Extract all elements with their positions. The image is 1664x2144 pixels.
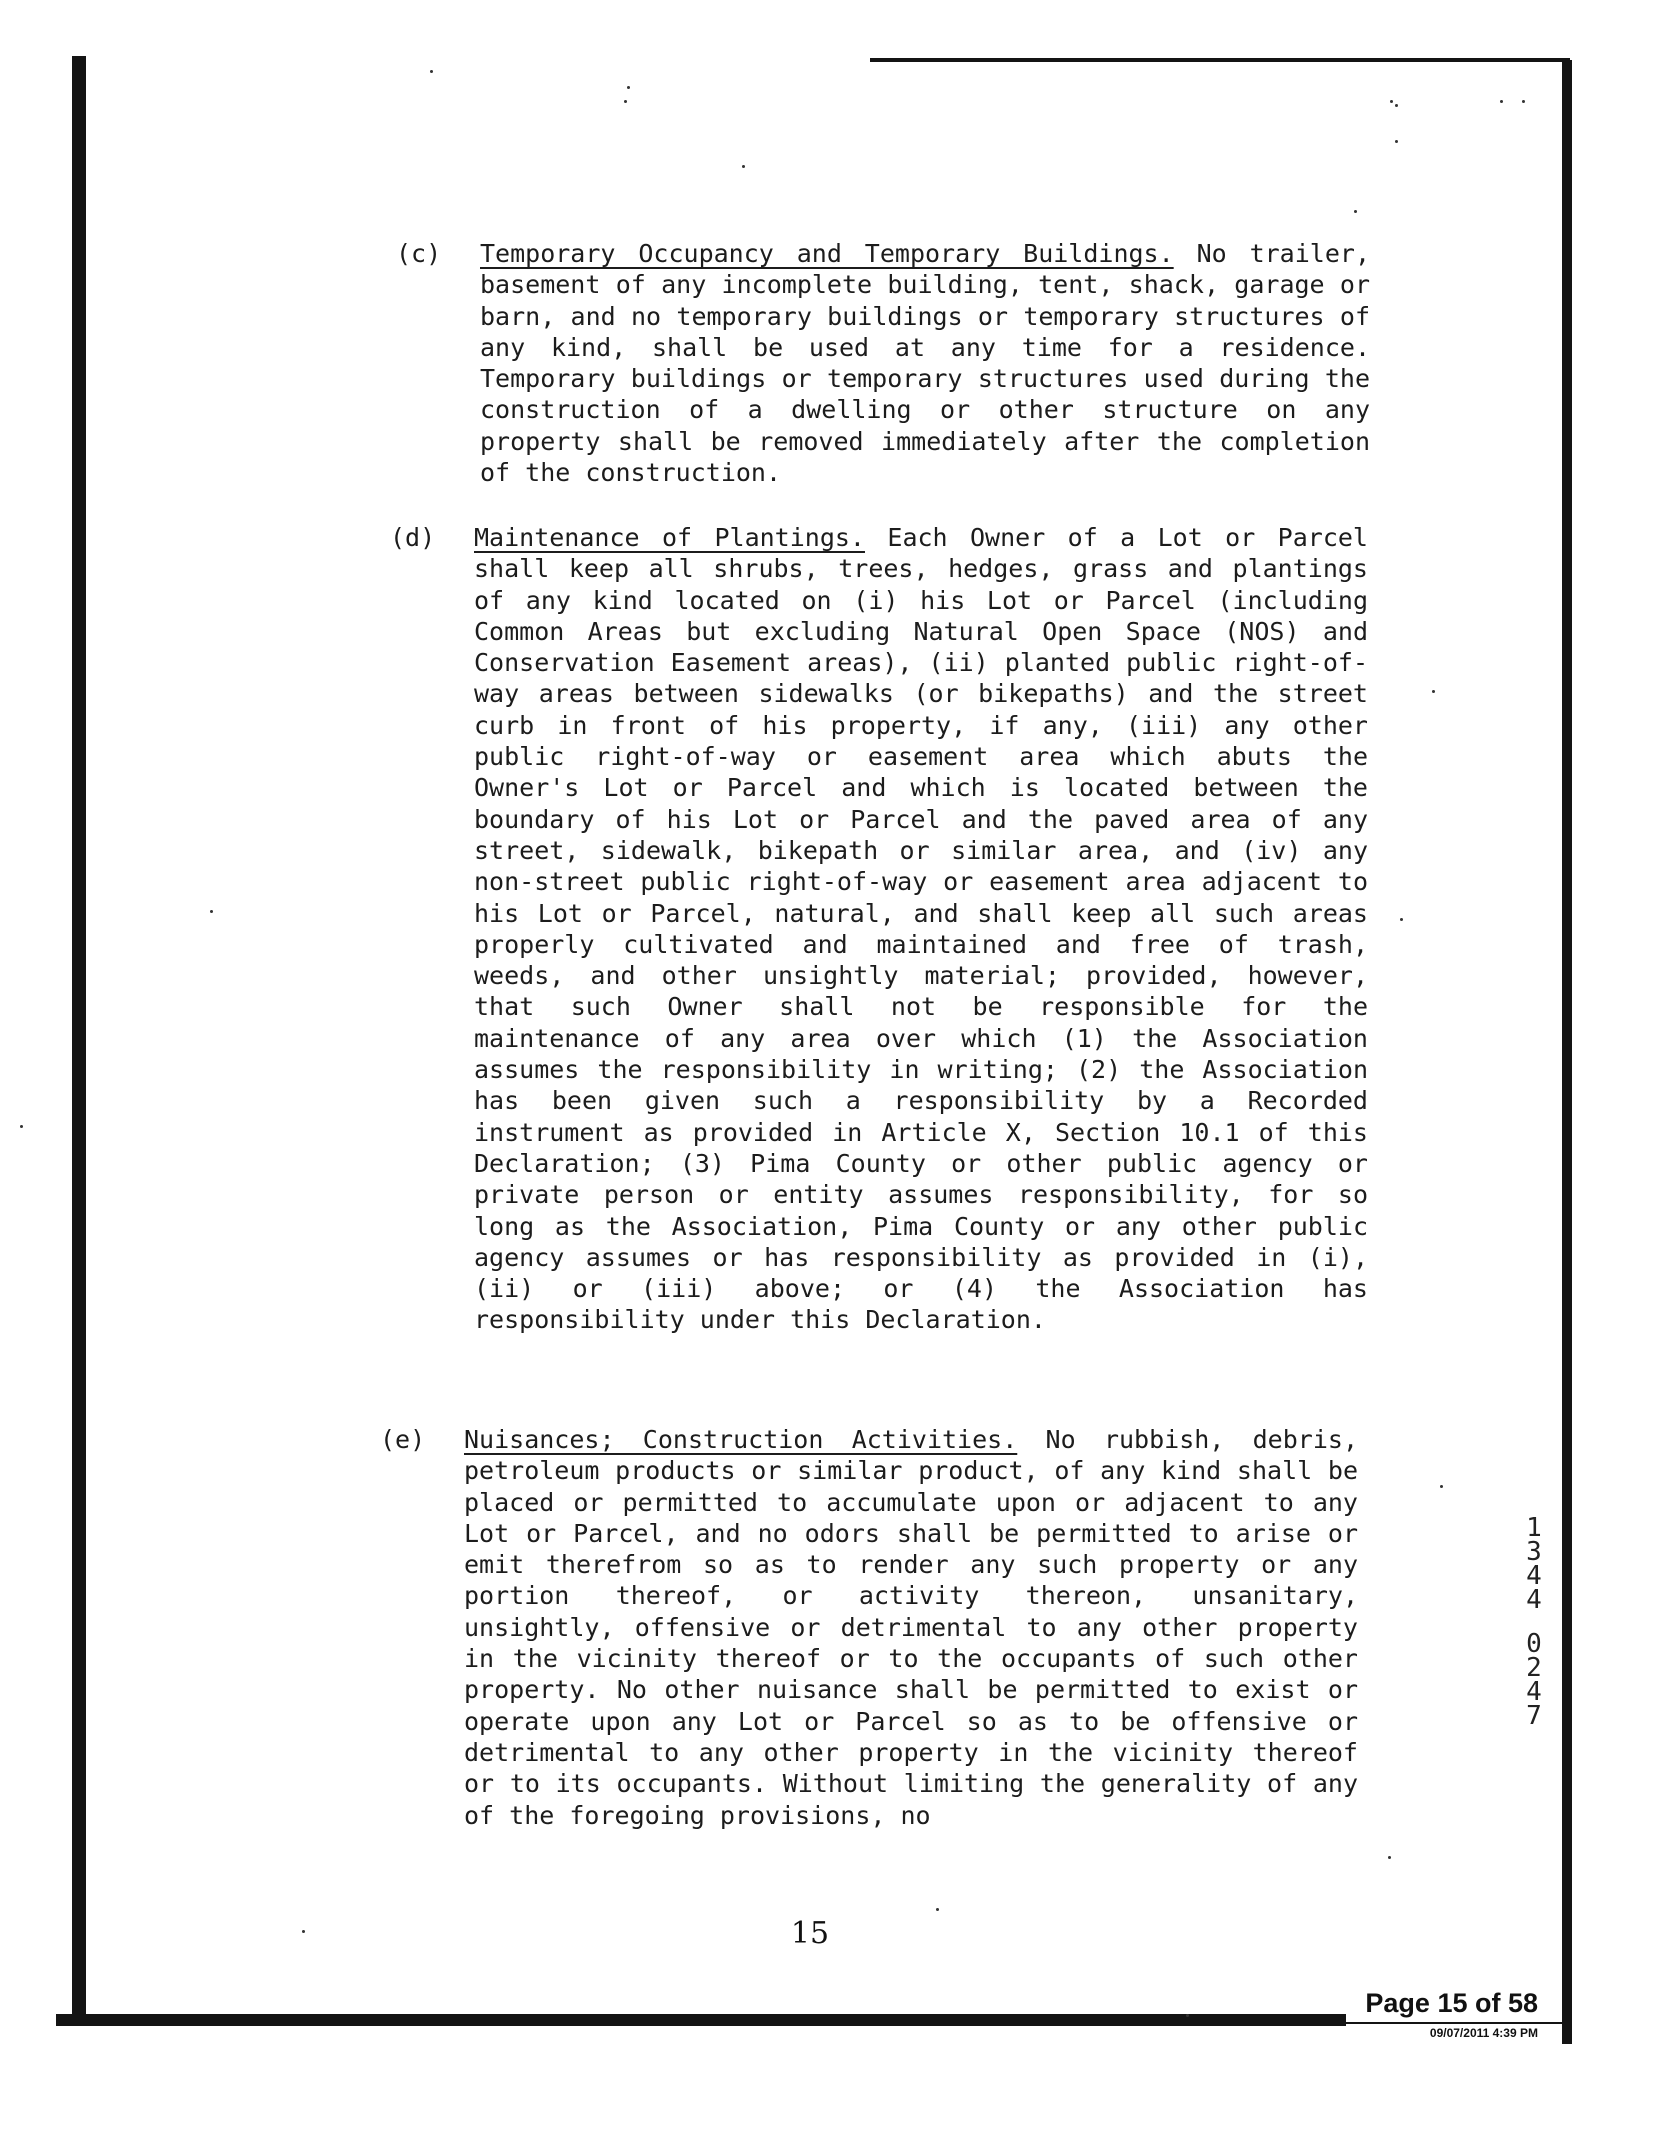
scan-speck <box>1186 2014 1189 2017</box>
stamp-digit: 7 <box>1526 1701 1542 1731</box>
section-heading: Nuisances; Construction Activities. <box>464 1425 1018 1454</box>
scan-speck <box>1390 100 1393 103</box>
scan-speck <box>1500 100 1503 103</box>
stamp-digit: 3 <box>1526 1537 1542 1567</box>
section-heading: Maintenance of Plantings. <box>474 523 865 552</box>
stamp-digit: 4 <box>1526 1585 1542 1615</box>
footer-timestamp: 09/07/2011 4:39 PM <box>1429 2026 1538 2040</box>
section-marker: (d) <box>390 523 436 552</box>
section-text: No trailer, basement of any incomplete building, tent, shack, garage or barn, and no temporary buildings or temporary structures of any kind, shall be used at any time for a residence. Temporary buildings or temporary structures used during the construction of a dwelling or other structure on any property shall be removed immediately after the completion of the construction. <box>480 239 1370 488</box>
scan-speck <box>1395 104 1398 107</box>
scan-border-bottom-thin <box>1346 2022 1562 2024</box>
footer-page-label: Page 15 of 58 <box>1365 1988 1538 2018</box>
stamp-digit: 4 <box>1526 1677 1542 1707</box>
section-body <box>480 238 1370 488</box>
stamp-digit: 1 <box>1526 1513 1542 1543</box>
page-number: 15 <box>790 1916 830 1951</box>
section-marker: (c) <box>396 239 442 268</box>
section-text: Each Owner of a Lot or Parcel shall keep all shrubs, trees, hedges, grass and plantings of any kind located on (i) his Lot or Parcel (including Common Areas but excluding Natural Open Space (NOS) and Conservation Easement areas), (ii) planted public right-of-way areas between sidewalks (or bikepaths) and the street curb in front of his property, if any, (iii) any other public right-of-way or easement area which abuts the Owner's Lot or Parcel and which is located between the boundary of his Lot or Parcel and the paved area of any street, sidewalk, bikepath or similar area, and (iv) any non-street public right-of-way or easement area adjacent to his Lot or Parcel, natural, and shall keep all such areas properly cultivated and maintained and free of trash, weeds, and other unsightly material; provided, however, that such Owner shall not be responsible for the maintenance of any area over which (1) the Association assumes the responsibility in writing; (2) the Association has been given such a responsibility by a Recorded instrument as provided in Article X, Section 10.1 of this Declaration; (3) Pima County or other public agency or private person or entity assumes responsibility, for so long as the Association, Pima County or any other public agency assumes or has responsibility as provided in (i), (ii) or (iii) above; or (4) the Association has responsibility under this Declaration. <box>474 523 1368 1335</box>
scan-speck <box>430 70 433 73</box>
scan-speck <box>1522 100 1525 103</box>
scan-speck <box>627 86 630 89</box>
scan-speck <box>20 1125 23 1128</box>
section-body <box>474 522 1368 1336</box>
scan-speck <box>210 910 213 913</box>
scan-speck <box>1440 1485 1443 1488</box>
scan-speck <box>1354 210 1357 213</box>
stamp-digit: 2 <box>1526 1653 1542 1683</box>
scan-speck <box>624 100 627 103</box>
section-body <box>464 1424 1358 1831</box>
section-text: No rubbish, debris, petroleum products or similar product, of any kind shall be placed or permitted to accumulate upon or adjacent to any Lot or Parcel, and no odors shall be permitted to arise or emit therefrom so as to render any such property or any portion thereof, or activity thereon, unsanitary, unsightly, offensive or detrimental to any other property in the vicinity thereof or to the occupants of such other property. No other nuisance shall be permitted to exist or operate upon any Lot or Parcel so as to be offensive or detrimental to any other property in the vicinity thereof or to its occupants. Without limiting the generality of any of the foregoing provisions, no <box>464 1425 1358 1830</box>
scan-border-top <box>870 58 1570 62</box>
stamp-digit: 4 <box>1526 1561 1542 1591</box>
section-heading: Temporary Occupancy and Temporary Buildings. <box>480 239 1174 268</box>
scan-speck <box>1395 140 1398 143</box>
scan-speck <box>1400 918 1403 921</box>
section-marker: (e) <box>380 1425 426 1454</box>
recording-number-stamp <box>1512 1513 1556 1731</box>
stamp-digit: 0 <box>1526 1629 1542 1659</box>
scan-speck <box>742 165 745 168</box>
scan-speck <box>302 1930 305 1933</box>
scan-speck <box>936 1908 939 1911</box>
scan-speck <box>1388 1856 1391 1859</box>
scan-border-right <box>1562 60 1572 2044</box>
scan-border-bottom <box>56 2014 1346 2026</box>
scan-speck <box>1432 690 1435 693</box>
scan-border-left <box>72 56 86 2024</box>
